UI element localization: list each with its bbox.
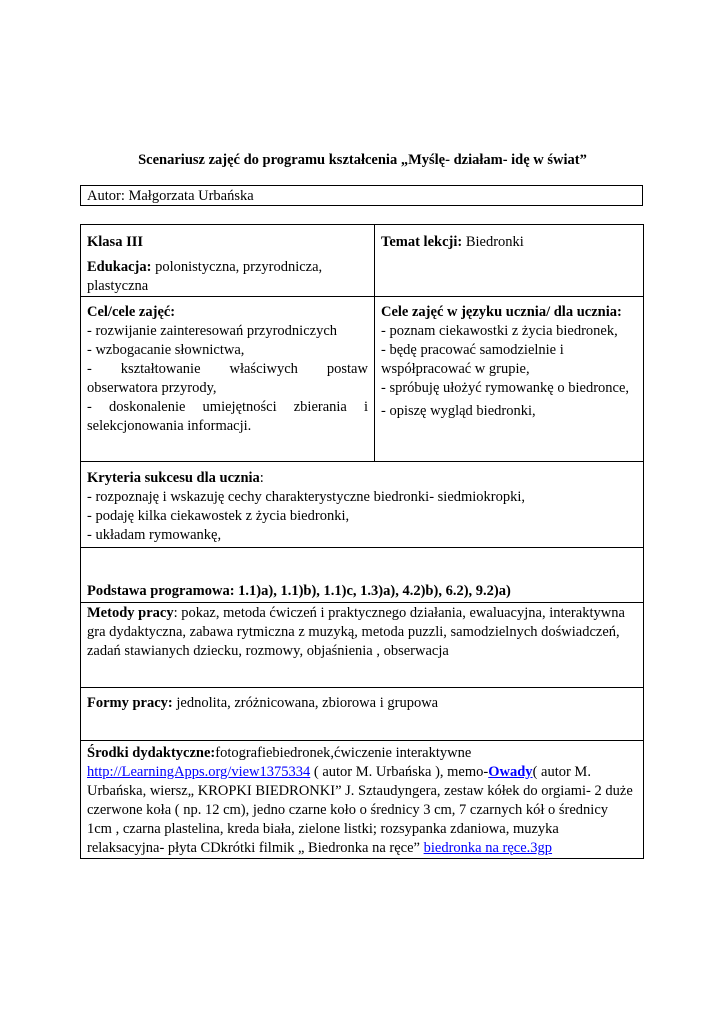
criteria-item: - rozpoznaję i wskazuję cechy charakterystyczne biedronki- siedmiokropki, <box>87 489 526 505</box>
lesson-table <box>80 224 644 859</box>
forms-cell <box>81 688 644 741</box>
methods-cell <box>81 603 644 688</box>
topic-cell <box>375 225 644 297</box>
criteria-item: - układam rymowankę, <box>87 527 222 543</box>
aids-line: 1cm , czarna plastelina, kreda biała, zielone listki; rozsypanka zdaniowa, muzyka <box>87 821 559 837</box>
goal-word: kształtowanie <box>120 361 201 377</box>
class-cell <box>81 225 375 297</box>
aids-text: ( autor M. Urbańska ), memo- <box>310 764 489 780</box>
student-goal-item: - poznam ciekawostki z życia biedronek, <box>381 323 618 339</box>
goal-dash: - <box>87 399 92 415</box>
goal-item: - wzbogacanie słownictwa, <box>87 342 245 358</box>
forms-value: jednolita, zróżnicowana, zbiorowa i grupowa <box>172 695 439 711</box>
aids-line <box>87 744 637 763</box>
goal-word: doskonalenie <box>108 399 186 415</box>
goal-word: postaw <box>326 361 368 377</box>
education-value-cont: plastyczna <box>87 278 149 294</box>
goal-item: - rozwijanie zainteresowań przyrodniczych <box>87 323 338 339</box>
goal-word: umiejętności <box>202 399 277 415</box>
aids-line <box>87 839 637 858</box>
aids-label: Środki dydaktyczne: <box>87 745 216 761</box>
goal-item <box>87 360 368 379</box>
goal-word: właściwych <box>229 361 298 377</box>
table-row <box>81 297 644 462</box>
education-line <box>87 258 368 277</box>
learningapps-link[interactable]: http://LearningApps.org/view1375334 <box>87 764 311 780</box>
table-row <box>81 225 644 297</box>
goals-heading: Cel/cele zajęć: <box>87 304 176 320</box>
curriculum-cell <box>81 548 644 603</box>
table-row <box>81 462 644 548</box>
goal-item-cont: obserwatora przyrody, <box>87 380 217 396</box>
aids-value: fotografiebiedronek,ćwiczenie interaktywne <box>215 745 472 761</box>
success-criteria-heading: Kryteria sukcesu dla ucznia <box>87 470 260 486</box>
aids-text: relaksacyjna- płyta CDkrótki filmik „ Biedronka na ręce” <box>87 840 424 856</box>
goal-dash: - <box>87 361 92 377</box>
video-file-link[interactable]: biedronka na ręce.3gp <box>423 840 553 856</box>
aids-line <box>87 763 637 782</box>
student-goal-item: - będę pracować samodzielnie i <box>381 342 564 358</box>
criteria-item: - podaję kilka ciekawostek z życia biedronki, <box>87 508 350 524</box>
teaching-aids-cell <box>81 741 644 859</box>
methods-value: : pokaz, metoda ćwiczeń i praktycznego działania, ewaluacyjna, interaktywna <box>173 605 625 621</box>
aids-text: ( autor M. <box>532 764 591 780</box>
methods-line: zadań stawianych dziecku, rozmowy, objaśnienia , obserwacja <box>87 643 449 659</box>
aids-line: czerwone koła ( np. 12 cm), jedno czarne koło o średnicy 3 cm, 7 czarnych kół o średnicy <box>87 802 609 818</box>
goal-word: i <box>363 399 368 415</box>
education-label: Edukacja: <box>87 259 152 275</box>
goal-word: zbierania <box>293 399 347 415</box>
owady-link[interactable]: Owady <box>488 764 533 780</box>
student-goal-item: - opiszę wygląd biedronki, <box>381 403 536 419</box>
topic-value: Biedronki <box>462 234 524 250</box>
methods-line: gra dydaktyczna, zabawa rytmiczna z muzyką, metoda puzzli, samodzielnych doświadczeń, <box>87 624 620 640</box>
goal-item <box>87 398 368 417</box>
student-goal-item: - spróbuję ułożyć rymowankę o biedronce, <box>381 380 630 396</box>
success-criteria-colon: : <box>259 470 264 486</box>
page-title: Scenariusz zajęć do programu kształcenia „Myślę- działam- idę w świat” <box>138 152 587 168</box>
table-row <box>81 603 644 688</box>
methods-line <box>87 604 637 623</box>
goals-cell <box>81 297 375 462</box>
topic-label: Temat lekcji: <box>381 234 463 250</box>
table-row <box>81 741 644 859</box>
student-goals-cell <box>375 297 644 462</box>
success-criteria-heading-line <box>87 469 637 488</box>
forms-line <box>87 694 637 713</box>
table-row <box>81 548 644 603</box>
author-box: Autor: Małgorzata Urbańska <box>80 185 643 206</box>
class-label: Klasa III <box>87 234 144 250</box>
forms-label: Formy pracy: <box>87 695 173 711</box>
student-goal-item-cont: współpracować w grupie, <box>381 361 530 377</box>
table-row <box>81 688 644 741</box>
methods-label: Metody pracy <box>87 605 174 621</box>
student-goals-heading: Cele zajęć w języku ucznia/ dla ucznia: <box>381 304 622 320</box>
curriculum-text: Podstawa programowa: 1.1)a), 1.1)b), 1.1)c, 1.3)a), 4.2)b), 6.2), 9.2)a) <box>87 583 511 599</box>
success-criteria-cell <box>81 462 644 548</box>
education-value: polonistyczna, przyrodnicza, <box>151 259 323 275</box>
goal-item-cont: selekcjonowania informacji. <box>87 418 252 434</box>
aids-line: Urbańska, wiersz„ KROPKI BIEDRONKI” J. Sztaudyngera, zestaw kółek do orgiami- 2 duże <box>87 783 633 799</box>
